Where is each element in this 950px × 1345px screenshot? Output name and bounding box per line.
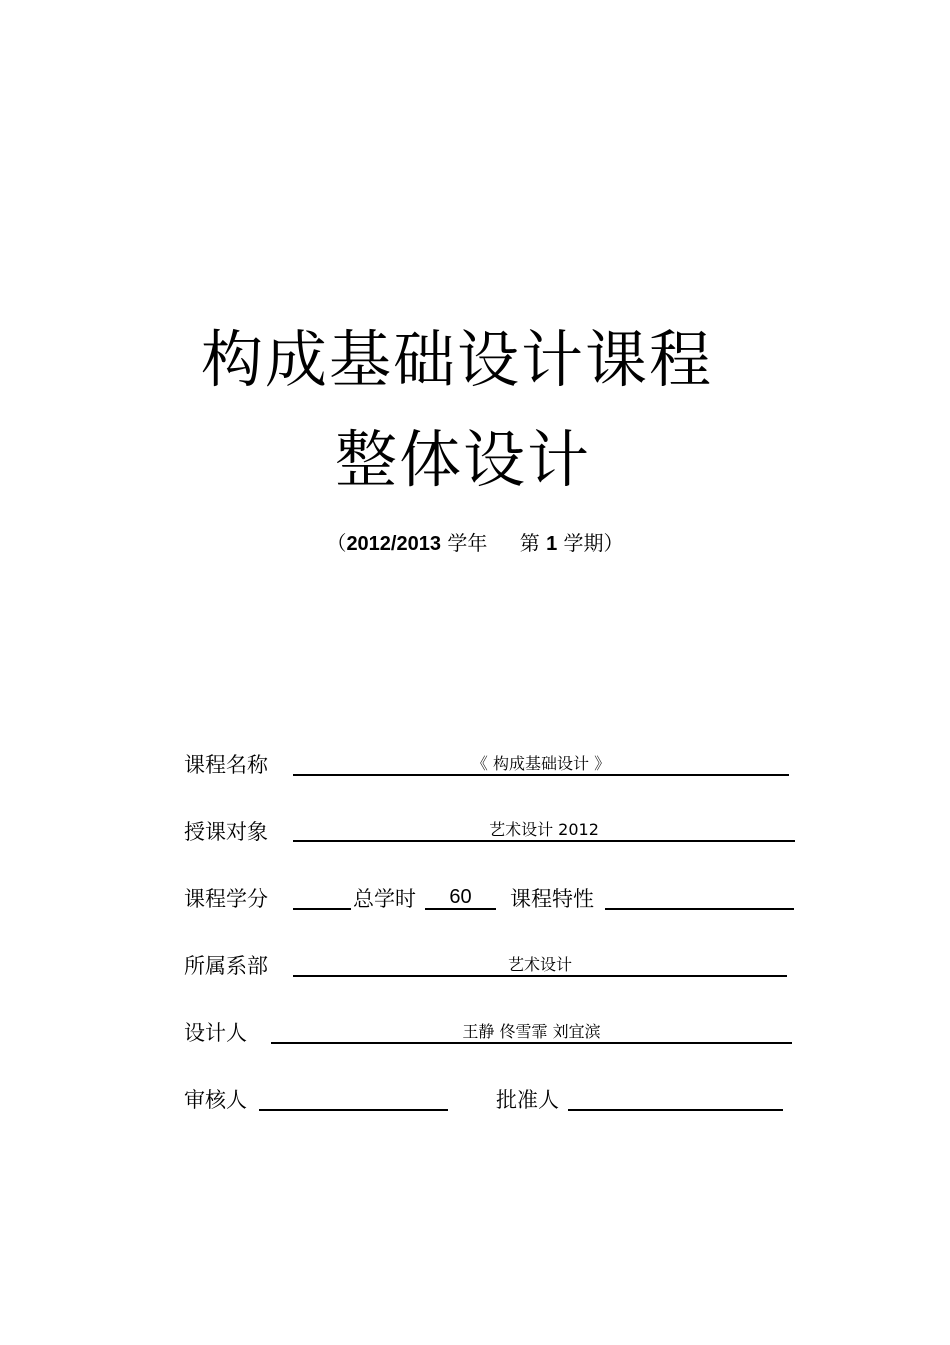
semester-open-paren: （ bbox=[326, 531, 347, 555]
approver-value bbox=[568, 1085, 783, 1111]
nature-value bbox=[605, 884, 794, 910]
reviewer-value bbox=[259, 1085, 448, 1111]
course-name-label: 课程名称 bbox=[184, 753, 268, 777]
semester-term-prefix: 第 bbox=[519, 531, 540, 555]
semester-term-number: 1 bbox=[546, 533, 558, 555]
title-line-2: 整体设计 bbox=[334, 423, 591, 496]
audience-label: 授课对象 bbox=[184, 820, 268, 844]
course-name-value: 《 构成基础设计 》 bbox=[293, 750, 789, 776]
designer-label: 设计人 bbox=[184, 1021, 247, 1045]
credits-value bbox=[293, 884, 351, 910]
department-value: 艺术设计 bbox=[293, 951, 787, 977]
title-line-1: 构成基础设计课程 bbox=[200, 323, 713, 396]
semester-year-range: 2012/2013 bbox=[346, 533, 441, 555]
department-label: 所属系部 bbox=[184, 954, 268, 978]
reviewer-label: 审核人 bbox=[184, 1088, 247, 1112]
semester-year-suffix: 学年 bbox=[447, 531, 488, 555]
audience-value: 艺术设计 2012 bbox=[293, 816, 795, 842]
approver-label: 批准人 bbox=[496, 1088, 559, 1112]
semester-term-suffix: 学期） bbox=[563, 531, 624, 555]
hours-label: 总学时 bbox=[353, 887, 416, 911]
designer-value: 王静 佟雪霏 刘宜滨 bbox=[271, 1018, 792, 1044]
hours-value: 60 bbox=[425, 884, 496, 910]
nature-label: 课程特性 bbox=[510, 887, 594, 911]
credits-label: 课程学分 bbox=[184, 887, 268, 911]
semester-line bbox=[0, 527, 950, 556]
